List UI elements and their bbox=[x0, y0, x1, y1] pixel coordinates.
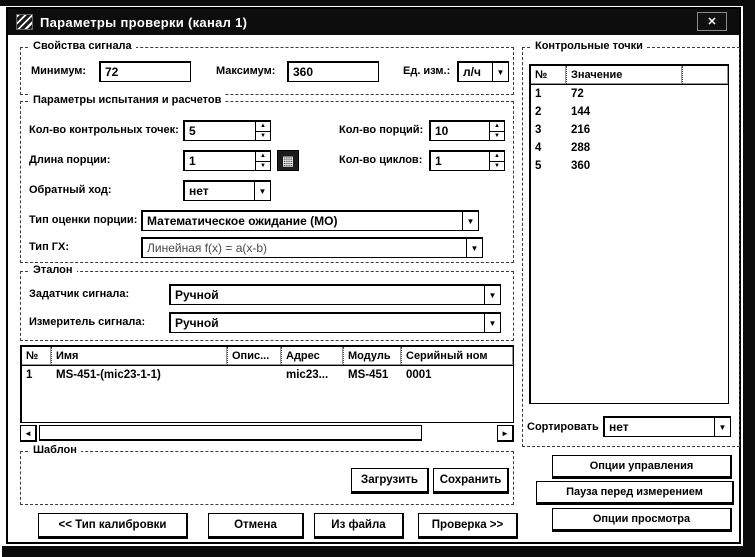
unit-value: л/ч bbox=[463, 65, 481, 79]
control-options-label: Опции управления bbox=[589, 460, 694, 472]
signal-setter-combobox[interactable] bbox=[169, 284, 501, 305]
column-header[interactable]: Модуль bbox=[344, 347, 402, 365]
test-parameters-title: Параметры испытания и расчетов bbox=[29, 94, 225, 106]
etalon-title: Эталон bbox=[29, 264, 77, 276]
table-row[interactable] bbox=[22, 366, 513, 384]
sort-combobox[interactable] bbox=[603, 416, 731, 437]
template-title: Шаблон bbox=[29, 444, 81, 456]
unit-dropdown-button[interactable] bbox=[492, 63, 508, 81]
arrow-right-icon: ► bbox=[501, 428, 509, 438]
from-file-label: Из файла bbox=[331, 519, 386, 531]
cell-description bbox=[228, 366, 282, 384]
from-file-button[interactable] bbox=[314, 513, 404, 539]
minimum-label: Минимум: bbox=[31, 65, 87, 77]
sort-value: нет bbox=[609, 420, 629, 434]
pause-before-measure-label: Пауза перед измерением bbox=[566, 486, 703, 498]
unit-combobox[interactable] bbox=[457, 61, 509, 82]
list-item[interactable] bbox=[531, 139, 728, 157]
cancel-button[interactable] bbox=[208, 513, 304, 539]
load-button[interactable] bbox=[351, 468, 429, 494]
signal-meter-combobox[interactable] bbox=[169, 312, 501, 333]
check-button-label: Проверка >> bbox=[431, 519, 504, 531]
maximum-input[interactable] bbox=[287, 61, 379, 82]
reverse-run-value: нет bbox=[189, 184, 209, 198]
cycles-count-label: Кол-во циклов: bbox=[339, 154, 423, 166]
spin-up-icon[interactable]: ▲ bbox=[490, 122, 504, 132]
setter-dropdown-button[interactable] bbox=[484, 286, 500, 304]
check-button[interactable] bbox=[418, 513, 518, 539]
signal-properties-title: Свойства сигнала bbox=[29, 40, 136, 52]
devices-hscrollbar[interactable] bbox=[20, 425, 514, 442]
portion-length-label: Длина порции: bbox=[29, 154, 111, 166]
calculator-icon: ▦ bbox=[281, 152, 295, 168]
eval-dropdown-button[interactable] bbox=[462, 212, 478, 230]
chevron-down-icon: ▼ bbox=[466, 216, 475, 226]
column-header-filler bbox=[683, 66, 728, 84]
column-header[interactable]: Опис... bbox=[228, 347, 282, 365]
list-item[interactable] bbox=[531, 103, 728, 121]
list-item[interactable] bbox=[531, 121, 728, 139]
arrow-left-icon: ◄ bbox=[24, 428, 32, 438]
portion-eval-combobox[interactable] bbox=[141, 210, 479, 231]
maximum-value: 360 bbox=[293, 65, 314, 79]
chevron-down-icon: ▼ bbox=[718, 422, 727, 432]
cell-number: 5 bbox=[535, 160, 542, 172]
column-header[interactable]: Адрес bbox=[282, 347, 344, 365]
portions-count-value: 10 bbox=[435, 124, 449, 138]
view-options-button[interactable] bbox=[552, 508, 732, 532]
signal-setter-label: Задатчик сигнала: bbox=[29, 288, 130, 300]
save-button[interactable] bbox=[433, 468, 509, 494]
load-button-label: Загрузить bbox=[361, 474, 418, 486]
portions-count-label: Кол-во порций: bbox=[339, 124, 424, 136]
gx-dropdown-button[interactable] bbox=[466, 239, 482, 257]
spin-up-icon[interactable]: ▲ bbox=[256, 152, 270, 162]
pause-before-measure-button[interactable] bbox=[536, 481, 734, 505]
control-points-group bbox=[522, 40, 740, 447]
sort-dropdown-button[interactable] bbox=[714, 418, 730, 436]
cycles-count-spinner[interactable] bbox=[429, 150, 505, 171]
control-points-table[interactable] bbox=[529, 64, 729, 404]
gx-type-label: Тип ГХ: bbox=[29, 241, 69, 253]
points-count-label: Кол-во контрольных точек: bbox=[29, 124, 179, 136]
devices-table[interactable] bbox=[20, 345, 514, 423]
cell-number: 1 bbox=[26, 369, 33, 381]
signal-setter-value: Ручной bbox=[175, 288, 219, 302]
reverse-run-label: Обратный ход: bbox=[29, 184, 112, 196]
chevron-down-icon: ▼ bbox=[258, 186, 267, 196]
app-icon bbox=[16, 14, 33, 30]
calibration-type-label: << Тип калибровки bbox=[58, 519, 167, 531]
portion-eval-value: Математическое ожидание (МО) bbox=[147, 214, 338, 228]
points-count-value: 5 bbox=[189, 124, 196, 138]
chevron-down-icon: ▼ bbox=[470, 243, 479, 253]
column-header[interactable]: № bbox=[22, 347, 52, 365]
cell-address: mic23... bbox=[286, 369, 329, 381]
cell-name: MS-451-(mic23-1-1) bbox=[56, 369, 161, 381]
page-edge-bottom bbox=[2, 546, 755, 557]
portion-length-value: 1 bbox=[189, 154, 196, 168]
cell-number: 1 bbox=[535, 88, 542, 100]
calibration-type-button[interactable] bbox=[38, 513, 188, 539]
points-count-spinner[interactable] bbox=[183, 120, 271, 141]
cell-number: 4 bbox=[535, 142, 542, 154]
portions-count-spinner[interactable] bbox=[429, 120, 505, 141]
gx-type-value: Линейная f(x) = a(x-b) bbox=[147, 241, 268, 255]
maximum-label: Максимум: bbox=[216, 65, 276, 77]
column-header[interactable]: № bbox=[531, 66, 567, 84]
cycles-count-value: 1 bbox=[435, 154, 442, 168]
close-icon: ✕ bbox=[707, 16, 717, 28]
cell-value: 216 bbox=[571, 124, 591, 136]
cell-value: 288 bbox=[571, 142, 591, 154]
cell-value: 72 bbox=[571, 88, 584, 100]
cell-serial: 0001 bbox=[406, 369, 432, 381]
dialog-window bbox=[6, 7, 741, 544]
template-group bbox=[20, 444, 514, 505]
column-header[interactable]: Значение bbox=[567, 66, 683, 84]
column-header[interactable]: Имя bbox=[52, 347, 228, 365]
cell-number: 3 bbox=[535, 124, 542, 136]
chevron-down-icon: ▼ bbox=[496, 67, 505, 77]
close-button[interactable] bbox=[697, 12, 727, 31]
unit-label: Ед. изм.: bbox=[403, 65, 451, 77]
window-title: Параметры проверки (канал 1) bbox=[40, 14, 248, 30]
meter-dropdown-button[interactable] bbox=[484, 314, 500, 332]
calculator-button[interactable] bbox=[277, 150, 299, 171]
portion-eval-label: Тип оценки порции: bbox=[29, 214, 138, 226]
scrollbar-left-button[interactable] bbox=[20, 425, 37, 442]
portion-length-spinner[interactable] bbox=[183, 150, 271, 171]
column-header[interactable]: Серийный ном bbox=[402, 347, 513, 365]
cancel-button-label: Отмена bbox=[234, 519, 277, 531]
etalon-group bbox=[20, 264, 514, 341]
spin-down-icon[interactable]: ▼ bbox=[256, 162, 270, 171]
view-options-label: Опции просмотра bbox=[592, 513, 691, 525]
signal-meter-label: Измеритель сигнала: bbox=[29, 316, 146, 328]
control-points-header bbox=[531, 66, 728, 85]
minimum-value: 72 bbox=[105, 65, 119, 79]
cell-module: MS-451 bbox=[348, 369, 389, 381]
list-item[interactable] bbox=[531, 85, 728, 103]
save-button-label: Сохранить bbox=[439, 474, 502, 486]
chevron-down-icon: ▼ bbox=[488, 318, 497, 328]
gx-type-combobox[interactable] bbox=[141, 237, 483, 258]
sort-label: Сортировать bbox=[527, 421, 599, 433]
test-parameters-group bbox=[20, 94, 514, 263]
scrollbar-right-button[interactable] bbox=[497, 425, 514, 442]
cell-value: 144 bbox=[571, 106, 591, 118]
cell-number: 2 bbox=[535, 106, 542, 118]
spin-down-icon[interactable]: ▼ bbox=[490, 162, 504, 171]
spin-up-icon[interactable]: ▲ bbox=[490, 152, 504, 162]
minimum-input[interactable] bbox=[99, 61, 191, 82]
spin-down-icon[interactable]: ▼ bbox=[490, 132, 504, 141]
cell-value: 360 bbox=[571, 160, 591, 172]
title-bar[interactable] bbox=[8, 9, 739, 35]
control-points-title: Контрольные точки bbox=[531, 40, 647, 52]
devices-table-header bbox=[22, 347, 513, 366]
signal-meter-value: Ручной bbox=[175, 316, 219, 330]
reverse-run-combobox[interactable] bbox=[183, 180, 271, 201]
scrollbar-thumb[interactable] bbox=[39, 425, 422, 441]
list-item[interactable] bbox=[531, 157, 728, 175]
signal-properties-group bbox=[20, 40, 514, 95]
page-edge-right bbox=[743, 6, 755, 557]
spin-down-icon[interactable]: ▼ bbox=[256, 132, 270, 141]
control-options-button[interactable] bbox=[552, 455, 732, 479]
reverse-dropdown-button[interactable] bbox=[254, 182, 270, 200]
chevron-down-icon: ▼ bbox=[488, 290, 497, 300]
page-edge-top bbox=[0, 0, 755, 6]
spin-up-icon[interactable]: ▲ bbox=[256, 122, 270, 132]
